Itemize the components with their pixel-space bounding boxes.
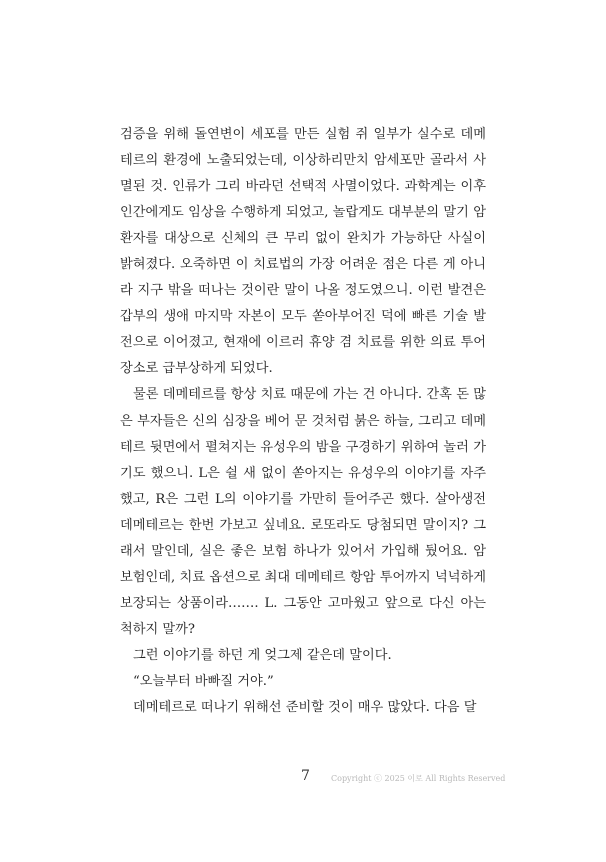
dialogue-line: “오늘부터 바빠질 거야.” <box>133 673 274 689</box>
paragraph-5: 데메테르로 떠나기 위해선 준비할 것이 매우 많았다. 다음 달 <box>133 700 477 716</box>
paragraph-3: 그런 이야기를 하던 게 엊그제 같은데 말이다. <box>133 647 392 663</box>
paragraph-2: 물론 데메테르를 항상 치료 때문에 가는 건 아니다. 간혹 돈 많은 부자들은 신의 심장을 베어 문 것처럼 붉은 하늘, 그리고 데메테르 뒷면에서 펼쳐지는 유성우의 밤을 구경하기 위하여 놀러 가기도 했으니. L은 쉴 새 없이 쏟아지는 유성우의 이야기를 자주 했고, R은 그런 L의 이야기를 가만히 들어주곤 했다. 살아생전 데메테르는 한번 가보고 싶네요. 로또라도 당첨되면 말이지? 그래서 말인데, 실은 좋은 보험 하나가 있어서 가입해 뒀어요. 암 보험인데, 치료 옵션으로 최대 데메테르 항암 투어까지 넉넉하게 보장되는 상품이라……. L. 그동안 고마웠고 앞으로 다신 아는 척하지 말까? <box>120 387 486 637</box>
paragraph-1: 검증을 위해 돌연변이 세포를 만든 실험 쥐 일부가 실수로 데메테르의 환경에 노출되었는데, 이상하리만치 암세포만 골라서 사멸된 것. 인류가 그리 바라던 선택적 사멸이었다. 과학계는 이후 인간에게도 임상을 수행하게 되었고, 놀랍게도 대부분의 말기 암 환자를 대상으로 신체의 큰 무리 없이 완치가 가능하단 사실이 밝혀졌다. 오죽하면 이 치료법의 가장 어려운 점은 다른 게 아니라 지구 밖을 떠나는 것이란 말이 나올 정도였으니. 이런 발견은 갑부의 생애 마지막 자본이 모두 쏟아부어진 덕에 빠른 기술 발전으로 이어졌고, 현재에 이르러 휴양 겸 치료를 위한 의료 투어 장소로 급부상하게 되었다. <box>120 127 486 377</box>
body-text <box>120 122 486 721</box>
copyright-notice: Copyright ⓒ 2025 이로 All Rights Reserved <box>331 774 506 783</box>
page-footer <box>0 768 606 792</box>
page-number: 7 <box>301 768 310 784</box>
